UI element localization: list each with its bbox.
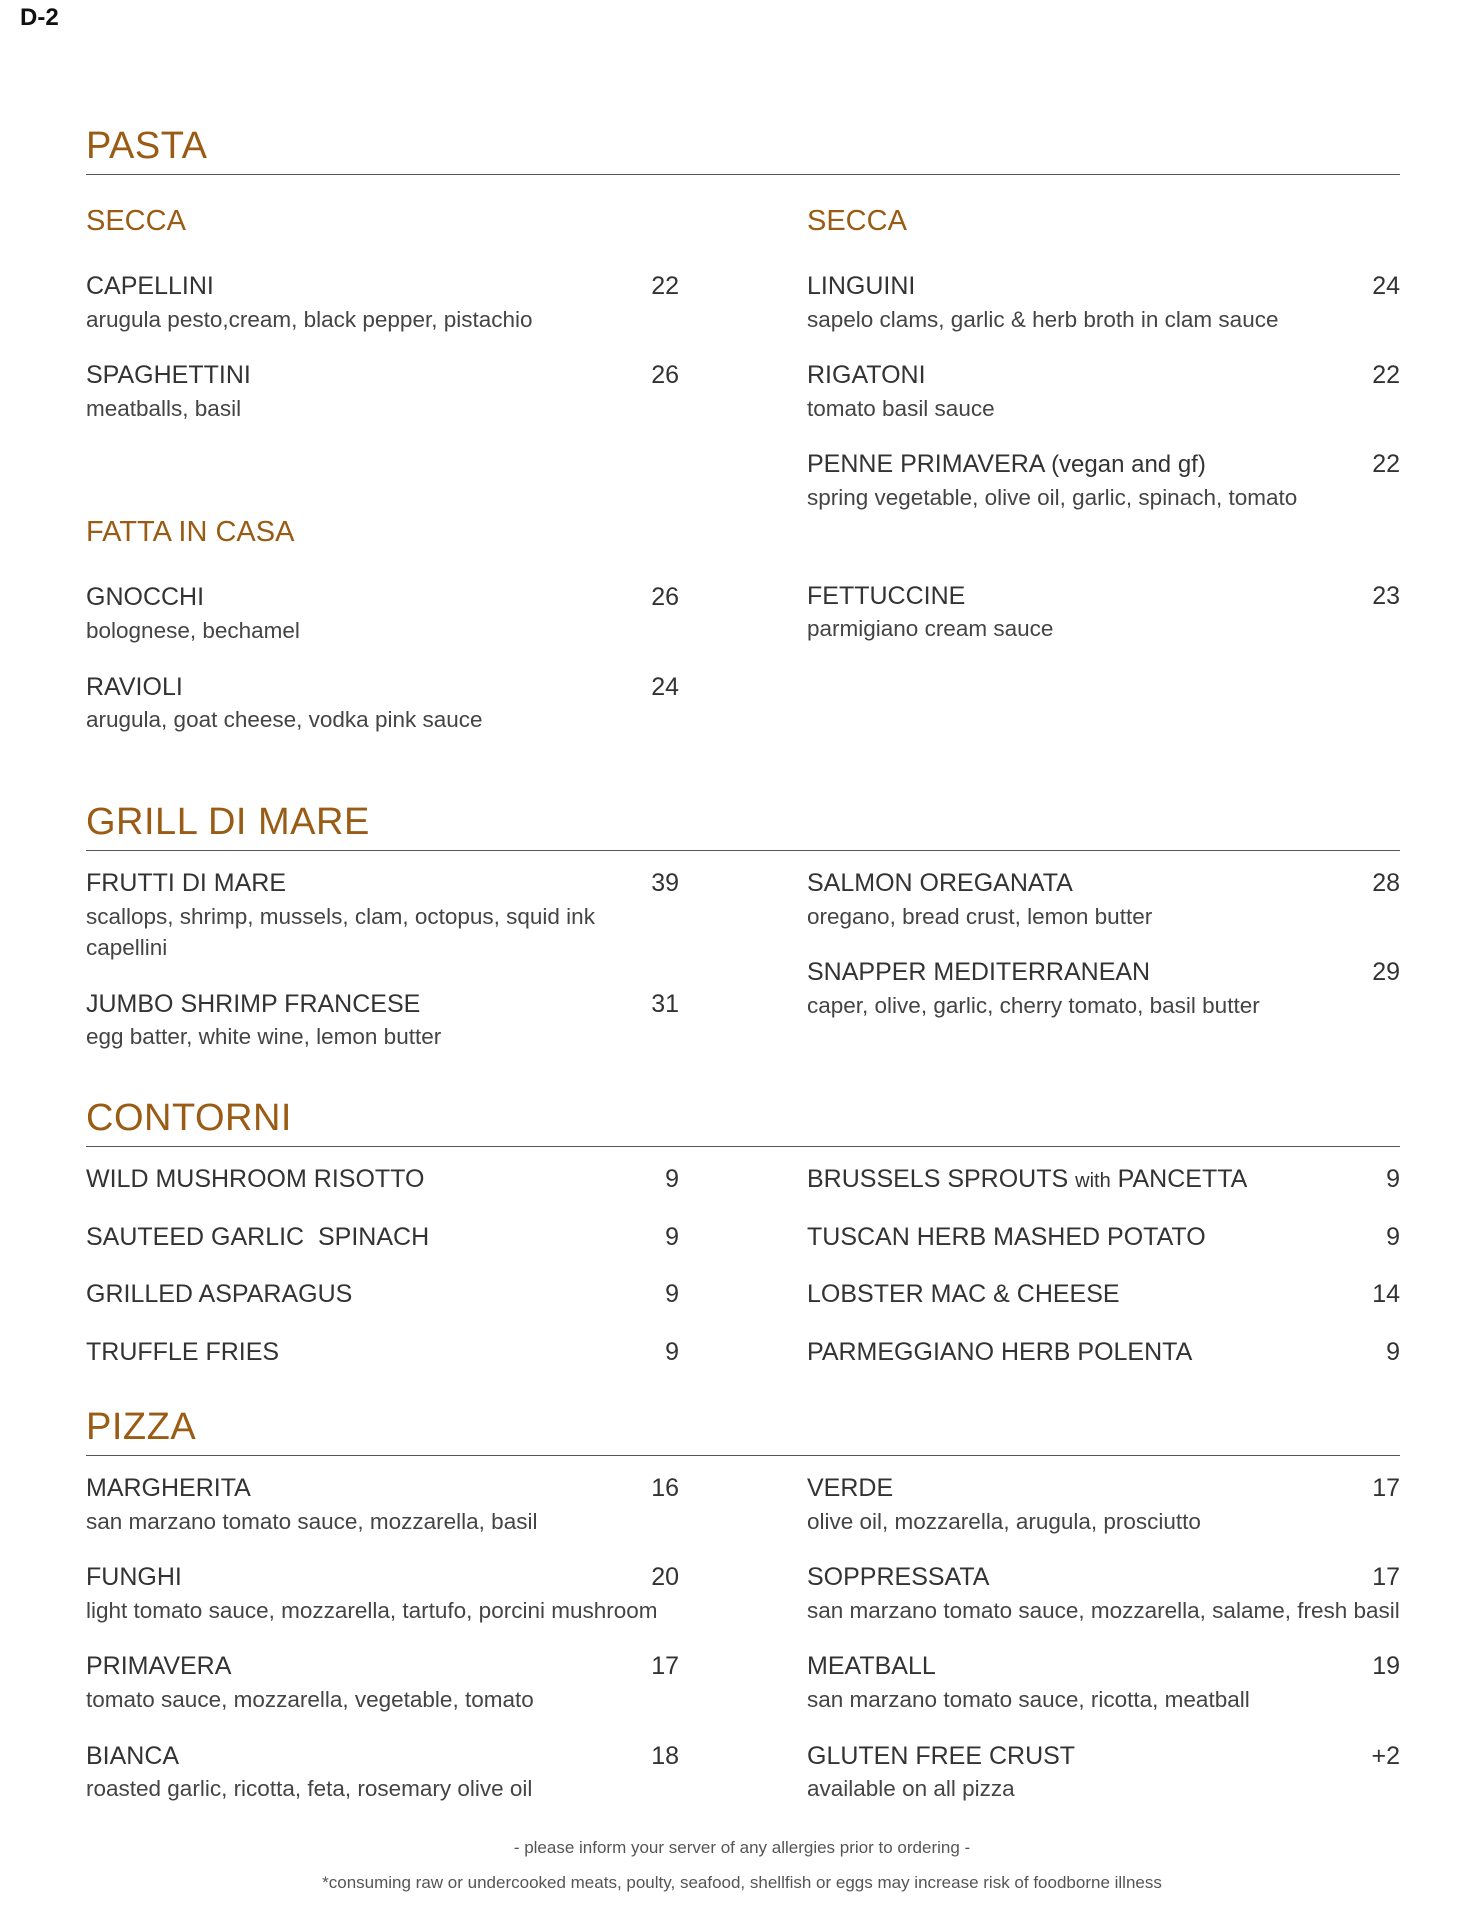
item-price: 17	[1372, 1563, 1400, 1592]
item-description: light tomato sauce, mozzarella, tartufo, porcini mushroom	[86, 1597, 658, 1623]
item-price: 31	[651, 989, 679, 1018]
menu-item-gluten-free-crust	[807, 1740, 1400, 1805]
item-name: BIANCA	[86, 1741, 180, 1770]
item-name: WILD MUSHROOM RISOTTO	[86, 1164, 425, 1193]
pasta-left-column	[86, 175, 679, 760]
contorni-left-column	[86, 1163, 679, 1394]
item-price: 26	[651, 361, 679, 390]
item-name: PARMEGGIANO HERB POLENTA	[807, 1338, 1193, 1367]
item-price: 9	[665, 1338, 679, 1367]
grill-right-column	[807, 867, 1400, 1077]
item-note: (vegan and gf)	[1051, 451, 1206, 479]
item-description: available on all pizza	[807, 1776, 1015, 1802]
item-description: sapelo clams, garlic & herb broth in clam sauce	[807, 306, 1279, 332]
item-price: 24	[651, 672, 679, 701]
menu-item-lobster-mac	[807, 1278, 1400, 1312]
menu-item-salmon	[807, 867, 1400, 932]
item-name: SAUTEED GARLIC SPINACH	[86, 1222, 430, 1251]
menu-item-snapper	[807, 956, 1400, 1021]
menu-item-spinach	[86, 1221, 679, 1255]
grill-left-column	[86, 867, 679, 1077]
pasta-right-column	[807, 175, 1400, 760]
pizza-left-column	[86, 1472, 679, 1829]
menu-item-verde	[807, 1472, 1400, 1537]
contorni-title: CONTORNI	[86, 1098, 1400, 1147]
item-description: caper, olive, garlic, cherry tomato, basil butter	[807, 992, 1260, 1018]
menu-item-primavera	[86, 1650, 679, 1715]
item-description: san marzano tomato sauce, ricotta, meatball	[807, 1687, 1250, 1713]
item-price: 22	[1372, 450, 1400, 479]
item-name: GNOCCHI	[86, 583, 205, 612]
fatta-in-casa-subtitle: FATTA IN CASA	[86, 516, 295, 549]
item-name: BRUSSELS SPROUTS	[807, 1164, 1069, 1193]
item-name: PENNE PRIMAVERA	[807, 450, 1045, 479]
item-price: 22	[651, 271, 679, 300]
item-name: MEATBALL	[807, 1652, 936, 1681]
item-name: JUMBO SHRIMP FRANCESE	[86, 989, 421, 1018]
item-description: meatballs, basil	[86, 395, 242, 421]
item-description: parmigiano cream sauce	[807, 616, 1054, 642]
item-name: RIGATONI	[807, 361, 926, 390]
item-price: 17	[1372, 1473, 1400, 1502]
item-description: tomato basil sauce	[807, 395, 995, 421]
item-price: 20	[651, 1563, 679, 1592]
item-name: SOPPRESSATA	[807, 1563, 990, 1592]
menu-item-soppressata	[807, 1561, 1400, 1626]
item-description: olive oil, mozzarella, arugula, prosciutto	[807, 1508, 1201, 1534]
item-name: FRUTTI DI MARE	[86, 868, 286, 897]
item-name: FUNGHI	[86, 1563, 182, 1592]
item-price: 9	[1386, 1164, 1400, 1193]
item-name: MARGHERITA	[86, 1473, 251, 1502]
item-price: 18	[651, 1741, 679, 1770]
grill-title: GRILL DI MARE	[86, 802, 1400, 851]
item-price: 24	[1372, 271, 1400, 300]
item-price: 19	[1372, 1652, 1400, 1681]
menu-item-capellini	[86, 270, 679, 335]
item-description: scallops, shrimp, mussels, clam, octopus, squid ink capellini	[86, 903, 595, 961]
item-name-2: PANCETTA	[1117, 1164, 1248, 1193]
item-name: GLUTEN FREE CRUST	[807, 1741, 1076, 1770]
menu-item-spaghettini	[86, 359, 679, 424]
item-price: 9	[1386, 1222, 1400, 1251]
item-name: TRUFFLE FRIES	[86, 1338, 280, 1367]
item-description: egg batter, white wine, lemon butter	[86, 1024, 442, 1050]
item-price: 23	[1372, 581, 1400, 610]
item-name: CAPELLINI	[86, 271, 214, 300]
item-price: 26	[651, 583, 679, 612]
item-description: spring vegetable, olive oil, garlic, spinach, tomato	[807, 485, 1298, 511]
item-description: oregano, bread crust, lemon butter	[807, 903, 1153, 929]
secca-subtitle: SECCA	[807, 204, 907, 237]
menu-item-fettuccine	[807, 580, 1400, 645]
menu-item-funghi	[86, 1561, 679, 1626]
item-name: LOBSTER MAC & CHEESE	[807, 1280, 1120, 1309]
pizza-section	[86, 1407, 1400, 1829]
item-price: 17	[651, 1652, 679, 1681]
foodborne-warning: *consuming raw or undercooked meats, poulty, seafood, shellfish or eggs may increase risk of foodborne illness	[322, 1873, 1162, 1892]
menu-item-polenta	[807, 1336, 1400, 1370]
item-description: roasted garlic, ricotta, feta, rosemary olive oil	[86, 1776, 533, 1802]
secca-subtitle: SECCA	[86, 204, 186, 237]
menu-item-linguini	[807, 270, 1400, 335]
item-description: san marzano tomato sauce, mozzarella, basil	[86, 1508, 538, 1534]
item-price: 9	[665, 1164, 679, 1193]
menu-item-risotto	[86, 1163, 679, 1197]
item-name: VERDE	[807, 1473, 894, 1502]
item-price: 9	[665, 1222, 679, 1251]
menu-item-penne-primavera	[807, 448, 1400, 513]
item-price: 14	[1372, 1280, 1400, 1309]
menu-item-asparagus	[86, 1278, 679, 1312]
menu-item-mashed-potato	[807, 1221, 1400, 1255]
pizza-right-column	[807, 1472, 1400, 1829]
contorni-right-column	[807, 1163, 1400, 1394]
item-with: with	[1075, 1169, 1111, 1192]
menu-item-gnocchi	[86, 581, 679, 646]
item-name: GRILLED ASPARAGUS	[86, 1280, 353, 1309]
item-name: FETTUCCINE	[807, 581, 966, 610]
menu-item-meatball	[807, 1650, 1400, 1715]
item-description: san marzano tomato sauce, mozzarella, salame, fresh basil	[807, 1597, 1400, 1623]
item-description: arugula, goat cheese, vodka pink sauce	[86, 707, 483, 733]
pasta-title: PASTA	[86, 126, 1400, 175]
item-name: RAVIOLI	[86, 672, 183, 701]
menu-item-frutti-di-mare	[86, 867, 679, 964]
menu-item-rigatoni	[807, 359, 1400, 424]
item-name: SNAPPER MEDITERRANEAN	[807, 958, 1151, 987]
item-name: TUSCAN HERB MASHED POTATO	[807, 1222, 1206, 1251]
item-name: SPAGHETTINI	[86, 361, 251, 390]
menu-item-margherita	[86, 1472, 679, 1537]
item-name: PRIMAVERA	[86, 1652, 232, 1681]
pizza-title: PIZZA	[86, 1407, 1400, 1456]
menu-item-truffle-fries	[86, 1336, 679, 1370]
item-price: 9	[665, 1280, 679, 1309]
item-name: SALMON OREGANATA	[807, 868, 1073, 897]
menu-item-jumbo-shrimp	[86, 988, 679, 1053]
item-price: 9	[1386, 1338, 1400, 1367]
item-description: arugula pesto,cream, black pepper, pistachio	[86, 306, 533, 332]
item-name: LINGUINI	[807, 271, 916, 300]
allergy-note: - please inform your server of any allergies prior to ordering -	[513, 1838, 971, 1857]
item-price: +2	[1371, 1741, 1400, 1770]
item-description: bolognese, bechamel	[86, 618, 300, 644]
item-price: 16	[651, 1473, 679, 1502]
item-price: 39	[651, 868, 679, 897]
menu-item-ravioli	[86, 671, 679, 736]
menu-item-brussels-sprouts	[807, 1163, 1400, 1197]
pasta-section	[86, 126, 1400, 760]
menu-item-bianca	[86, 1740, 679, 1805]
item-price: 29	[1372, 958, 1400, 987]
item-price: 28	[1372, 868, 1400, 897]
contorni-section	[86, 1098, 1400, 1394]
item-description: tomato sauce, mozzarella, vegetable, tomato	[86, 1687, 534, 1713]
grill-di-mare-section	[86, 802, 1400, 1077]
page-code: D-2	[20, 4, 59, 31]
item-price: 22	[1372, 361, 1400, 390]
